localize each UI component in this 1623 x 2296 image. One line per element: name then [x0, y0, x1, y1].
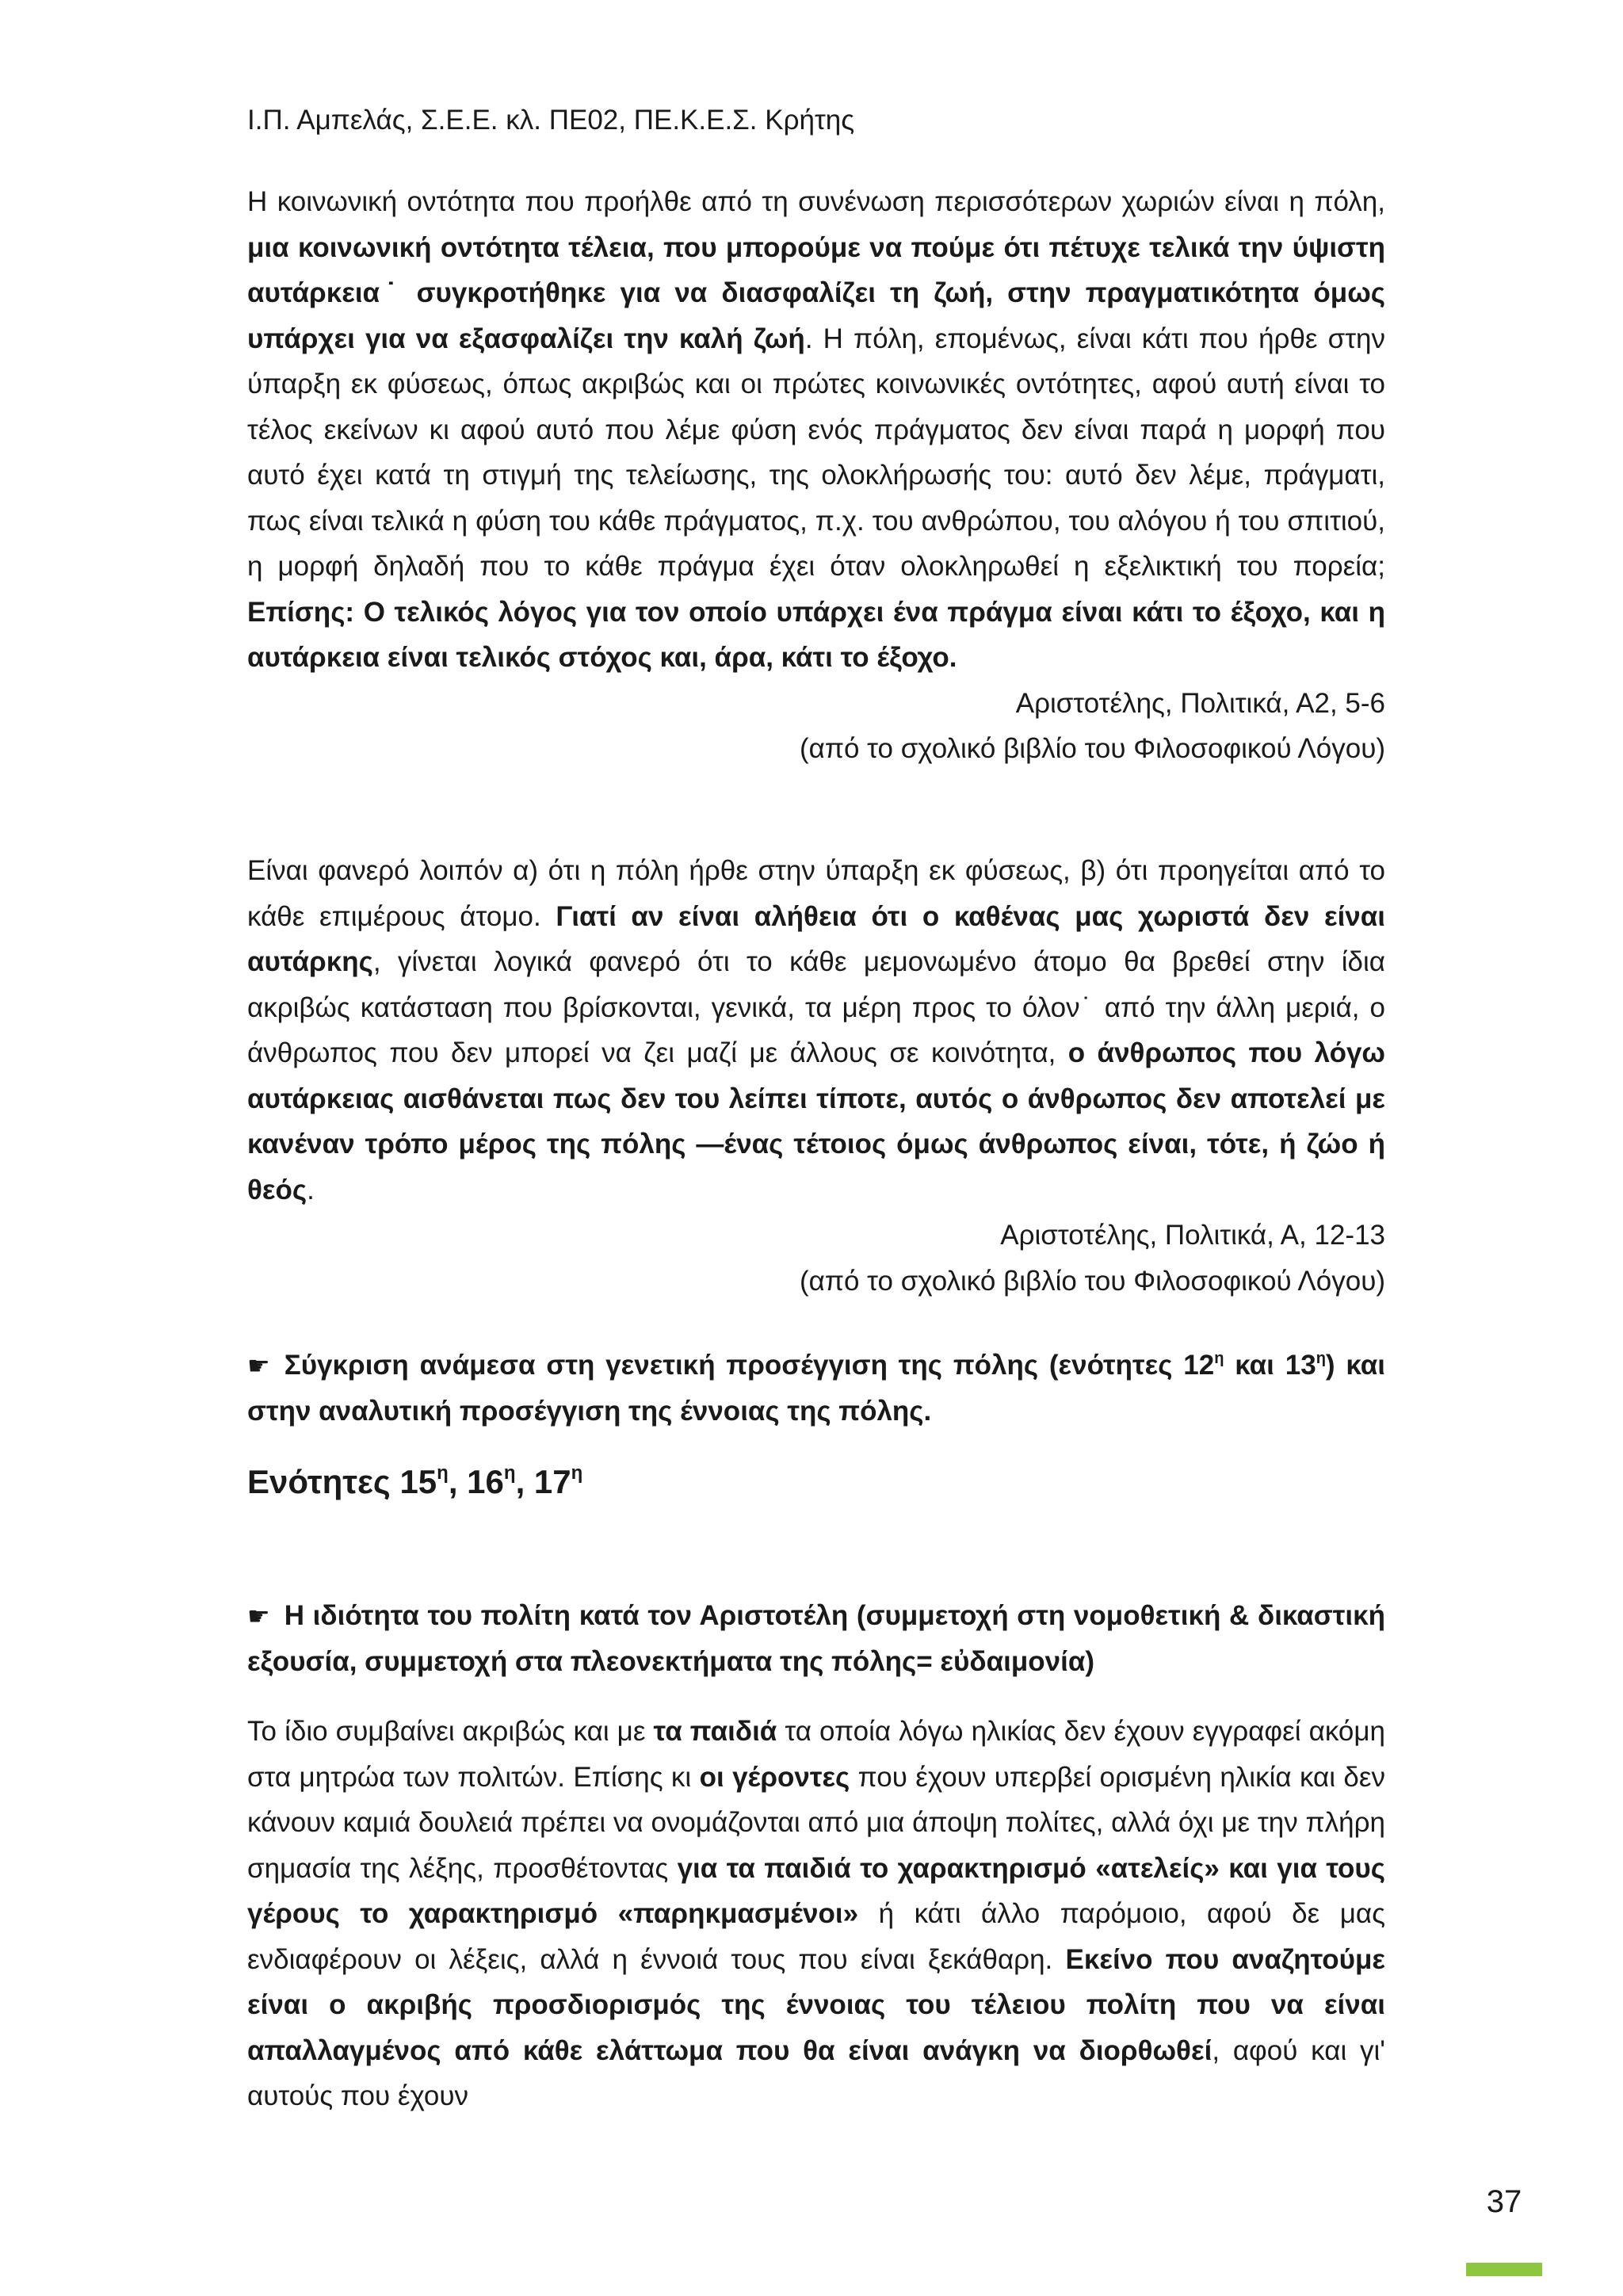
pointing-hand-icon: ☛: [247, 1350, 270, 1381]
quote-paragraph: Το ίδιο συμβαίνει ακριβώς και με τα παιδιά τα οποία λόγω ηλικίας δεν έχουν εγγραφεί ακόμη στα μητρώα των πολιτών. Επίσης κι οι γέροντες που έχουν υπερβεί ορισμένη ηλικία και δεν κάνουν καμιά δουλειά πρέπει να ονομάζονται από μια άποψη πολίτες, αλλά όχι με την πλήρη σημασία της λέξης, προσθέτοντας για τα παιδιά το χαρακτηρισμό «ατελείς» και για τους γέρους το χαρακτηρισμό «παρηκμασμένοι» ή κάτι άλλο παρόμοιο, αφού δε μας ενδιαφέρουν οι λέξεις, αλλά η έννοιά τους που είναι ξεκάθαρη. Εκείνο που αναζητούμε είναι ο ακριβής προσδιορισμός της έννοιας του τέλειου πολίτη που να είναι απαλλαγμένος από κάθε ελάττωμα που θα είναι ανάγκη να διορθωθεί, αφού και γι' αυτούς που έχουν: [247, 1716, 1386, 2111]
emphasis-text: Γιατί αν είναι αλήθεια ότι ο καθένας μας χωριστά δεν είναι αυτάρκης: [247, 900, 1385, 977]
section-title: Ενότητες $15^\eta$, $16^\eta$, $17^\eta$: [247, 1462, 583, 1500]
quote-source: Αριστοτέλης, Πολιτικά, Α2, 5-6: [1015, 687, 1385, 719]
quote-paragraph: Είναι φανερό λοιπόν α) ότι η πόλη ήρθε στην ύπαρξη εκ φύσεως, β) ότι προηγείται από το κάθε επιμέρους άτομο. Γιατί αν είναι αλήθεια ότι ο καθένας μας χωριστά δεν είναι αυτάρκης, γίνεται λογικά φανερό ότι το κάθε μεμονωμένο άτομο θα βρεθεί στην ίδια ακριβώς κατάσταση που βρίσκονται, γενικά, τα μέρη προς το όλον˙ από την άλλη μεριά, ο άνθρωπος που δεν μπορεί να ζει μαζί με άλλους σε κοινότητα, ο άνθρωπος που λόγω αυτάρκειας αισθάνεται πως δεν του λείπει τίποτε, αυτός ο άνθρωπος δεν αποτελεί με κανέναν τρόπο μέρος της πόλης —ένας τέτοιος όμως άνθρωπος είναι, τότε, ή ζώο ή θεός.: [247, 855, 1385, 1205]
emphasis-text: οι γέροντες: [699, 1761, 850, 1793]
emphasis-text: Εκείνο που αναζητούμε είναι ο ακριβής προσδιορισμός της έννοιας του τέλειου πολίτη που να είναι απαλλαγμένος από κάθε ελάττωμα που θα είναι ανάγκη να διορθωθεί: [247, 1943, 1386, 2066]
pointing-hand-icon: ☛: [247, 1601, 270, 1631]
running-header: Ι.Π. Αμπελάς, Σ.Ε.Ε. κλ. ΠΕ02, ΠΕ.Κ.Ε.Σ. Κρήτης: [247, 105, 855, 136]
emphasis-text: μια κοινωνική οντότητα τέλεια, που μπορούμε να πούμε ότι πέτυχε τελικά την ύψιστη αυτάρκεια˙ συγκροτήθηκε για να διασφαλίζει τη ζωή, στην πραγματικότητα όμως υπάρχει για να εξασφαλίζει την καλή ζωή: [247, 231, 1385, 354]
comparison-heading: ☛ Σύγκριση ανάμεσα στη γενετική προσέγγιση της πόλης (ενότητες $12^\eta$ και $13^\eta$) και στην αναλυτική προσέγγιση της έννοιας της πόλης.: [247, 1350, 1385, 1427]
page-number: 37: [1486, 2184, 1522, 2219]
page-number-accent-bar: [1466, 2263, 1542, 2276]
quote-citizen: [247, 1709, 1385, 2119]
quote-paragraph: Η κοινωνική οντότητα που προήλθε από τη συνένωση περισσότερων χωριών είναι η πόλη, μια κοινωνική οντότητα τέλεια, που μπορούμε να πούμε ότι πέτυχε τελικά την ύψιστη αυτάρκεια˙ συγκροτήθηκε για να διασφαλίζει τη ζωή, στην πραγματικότητα όμως υπάρχει για να εξασφαλίζει την καλή ζωή. Η πόλη, επομένως, είναι κάτι που ήρθε στην ύπαρξη εκ φύσεως, όπως ακριβώς και οι πρώτες κοινωνικές οντότητες, αφού αυτή είναι το τέλος εκείνων κι αφού αυτό που λέμε φύση ενός πράγματος δεν είναι παρά η μορφή που αυτό έχει κατά τη στιγμή της τελείωσης, της ολοκλήρωσής του: αυτό δεν λέμε, πράγματι, πως είναι τελικά η φύση του κάθε πράγματος, π.χ. του ανθρώπου, του αλόγου ή του σπιτιού, η μορφή δηλαδή που το κάθε πράγμα έχει όταν ολοκληρωθεί η εξελικτική του πορεία; Επίσης: Ο τελικός λόγος για τον οποίο υπάρχει ένα πράγμα είναι κάτι το έξοχο, και η αυτάρκεια είναι τελικός στόχος και, άρα, κάτι το έξοχο.: [247, 186, 1386, 673]
emphasis-text: τα παιδιά: [653, 1716, 777, 1747]
quote-politics-a12: [247, 848, 1385, 1304]
emphasis-text: για τα παιδιά το χαρακτηρισμό «ατελείς» και για τους γέρους το χαρακτηρισμό «παρηκμασμένοι»: [247, 1852, 1385, 1929]
citizen-heading: ☛ Η ιδιότητα του πολίτη κατά τον Αριστοτέλη (συμμετοχή στη νομοθετική & δικαστική εξουσία, συμμετοχή στα πλεονεκτήματα της πόλης= εὐδαιμονία): [247, 1600, 1385, 1677]
quote-origin: (από το σχολικό βιβλίο του Φιλοσοφικού Λόγου): [799, 733, 1385, 764]
emphasis-text: Επίσης: Ο τελικός λόγος για τον οποίο υπάρχει ένα πράγμα είναι κάτι το έξοχο, και η αυτάρκεια είναι τελικός στόχος και, άρα, κάτι το έξοχο.: [247, 596, 1385, 673]
quote-source: Αριστοτέλης, Πολιτικά, Α, 12-13: [1000, 1220, 1385, 1251]
quote-origin: (από το σχολικό βιβλίο του Φιλοσοφικού Λόγου): [799, 1265, 1385, 1297]
quote-politics-a2: [247, 179, 1385, 772]
emphasis-text: ο άνθρωπος που λόγω αυτάρκειας αισθάνεται πως δεν του λείπει τίποτε, αυτός ο άνθρωπος δεν αποτελεί με κανέναν τρόπο μέρος της πόλης —ένας τέτοιος όμως άνθρωπος είναι, τότε, ή ζώο ή θεός: [247, 1037, 1385, 1205]
